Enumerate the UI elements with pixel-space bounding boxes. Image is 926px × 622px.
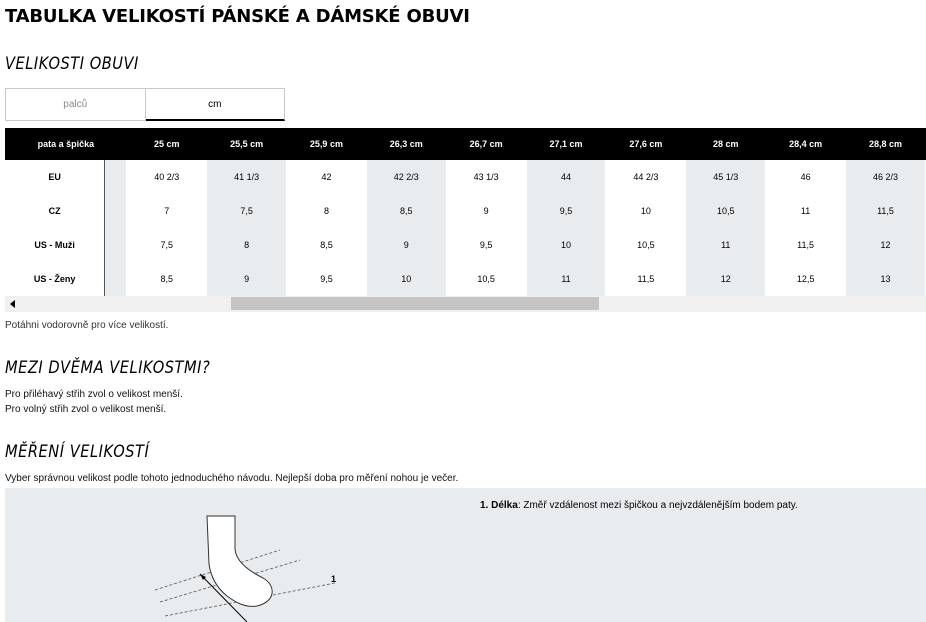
table-cell: 11,5 [766,228,846,262]
size-table-scroll-area[interactable] [5,128,926,296]
table-cell: 8,5 [366,194,446,228]
foot-measure-illustration [135,498,355,622]
between-text-line-2: Pro volný střih zvol o velikost menší. [5,404,167,415]
table-cell: 13 [846,262,926,296]
table-cell: 12,5 [766,262,846,296]
gap-cell [105,228,127,262]
between-sizes-heading: MEZI DVĚMA VELIKOSTMI? [5,358,211,378]
table-row [5,262,926,296]
table-cell: 11 [766,194,846,228]
table-cell: 10,5 [686,194,766,228]
illustration-label: 1 [331,574,337,584]
table-cell: 8,5 [287,228,367,262]
measure-step-1 [480,500,798,511]
column-header: 27,1 cm [526,128,606,160]
table-header-row [5,128,926,160]
table-cell: 9 [366,228,446,262]
table-cell: 44 [526,160,606,194]
size-table [5,128,926,296]
row-label: US - Muži [5,228,105,262]
table-cell: 10 [606,194,686,228]
table-cell: 43 1/3 [446,160,526,194]
table-cell: 10 [366,262,446,296]
column-header: 28,4 cm [766,128,846,160]
unit-option-cm[interactable]: cm [146,88,286,121]
table-cell: 7 [127,194,207,228]
table-cell: 9,5 [446,228,526,262]
scroll-left-arrow-icon[interactable] [10,300,15,308]
step-number: 1. [480,500,489,511]
row-label: EU [5,160,105,194]
table-cell: 9 [207,262,287,296]
column-header: 27,6 cm [606,128,686,160]
table-cell: 11 [526,262,606,296]
step-title: Délka [491,500,518,511]
table-cell: 11,5 [846,194,926,228]
table-cell: 9,5 [526,194,606,228]
measure-heading: MĚŘENÍ VELIKOSTÍ [5,442,150,462]
column-header: 26,7 cm [446,128,526,160]
sizes-heading: VELIKOSTI OBUVI [5,54,139,74]
table-cell: 9,5 [287,262,367,296]
gap-cell [105,160,127,194]
table-cell: 10,5 [606,228,686,262]
column-header: 25,5 cm [207,128,287,160]
unit-option-inches[interactable]: palců [5,88,146,121]
table-cell: 8 [287,194,367,228]
column-header: 28,8 cm [846,128,926,160]
column-header: 25,9 cm [287,128,367,160]
table-row [5,228,926,262]
table-cell: 9 [446,194,526,228]
table-cell: 45 1/3 [686,160,766,194]
unit-toggle [5,88,285,121]
table-cell: 7,5 [127,228,207,262]
horizontal-scrollbar[interactable] [5,296,926,312]
column-header: 25 cm [127,128,207,160]
table-row [5,160,926,194]
table-cell: 41 1/3 [207,160,287,194]
table-cell: 8,5 [127,262,207,296]
table-cell: 46 2/3 [846,160,926,194]
table-cell: 11,5 [606,262,686,296]
column-header: 26,3 cm [366,128,446,160]
between-text-line-1: Pro přiléhavý střih zvol o velikost menší. [5,389,183,400]
row-label: CZ [5,194,105,228]
measure-intro: Vyber správnou velikost podle tohoto jednoduchého návodu. Nejlepší doba pro měření nohou je večer. [5,473,459,484]
scroll-hint: Potáhni vodorovně pro více velikostí. [5,320,169,331]
table-cell: 42 2/3 [366,160,446,194]
column-header: 28 cm [686,128,766,160]
table-cell: 44 2/3 [606,160,686,194]
table-cell: 12 [686,262,766,296]
header-label: pata a špička [5,128,127,160]
measure-panel [5,488,926,622]
scroll-thumb[interactable] [231,297,599,310]
table-cell: 10,5 [446,262,526,296]
table-cell: 12 [846,228,926,262]
table-cell: 10 [526,228,606,262]
step-text: : Změř vzdálenost mezi špičkou a nejvzdálenějším bodem paty. [517,500,798,511]
gap-cell [105,194,127,228]
row-label: US - Ženy [5,262,105,296]
table-cell: 46 [766,160,846,194]
table-cell: 42 [287,160,367,194]
table-cell: 11 [686,228,766,262]
table-cell: 7,5 [207,194,287,228]
page-title: TABULKA VELIKOSTÍ PÁNSKÉ A DÁMSKÉ OBUVI [5,6,470,27]
table-row [5,194,926,228]
gap-cell [105,262,127,296]
table-cell: 40 2/3 [127,160,207,194]
table-cell: 8 [207,228,287,262]
